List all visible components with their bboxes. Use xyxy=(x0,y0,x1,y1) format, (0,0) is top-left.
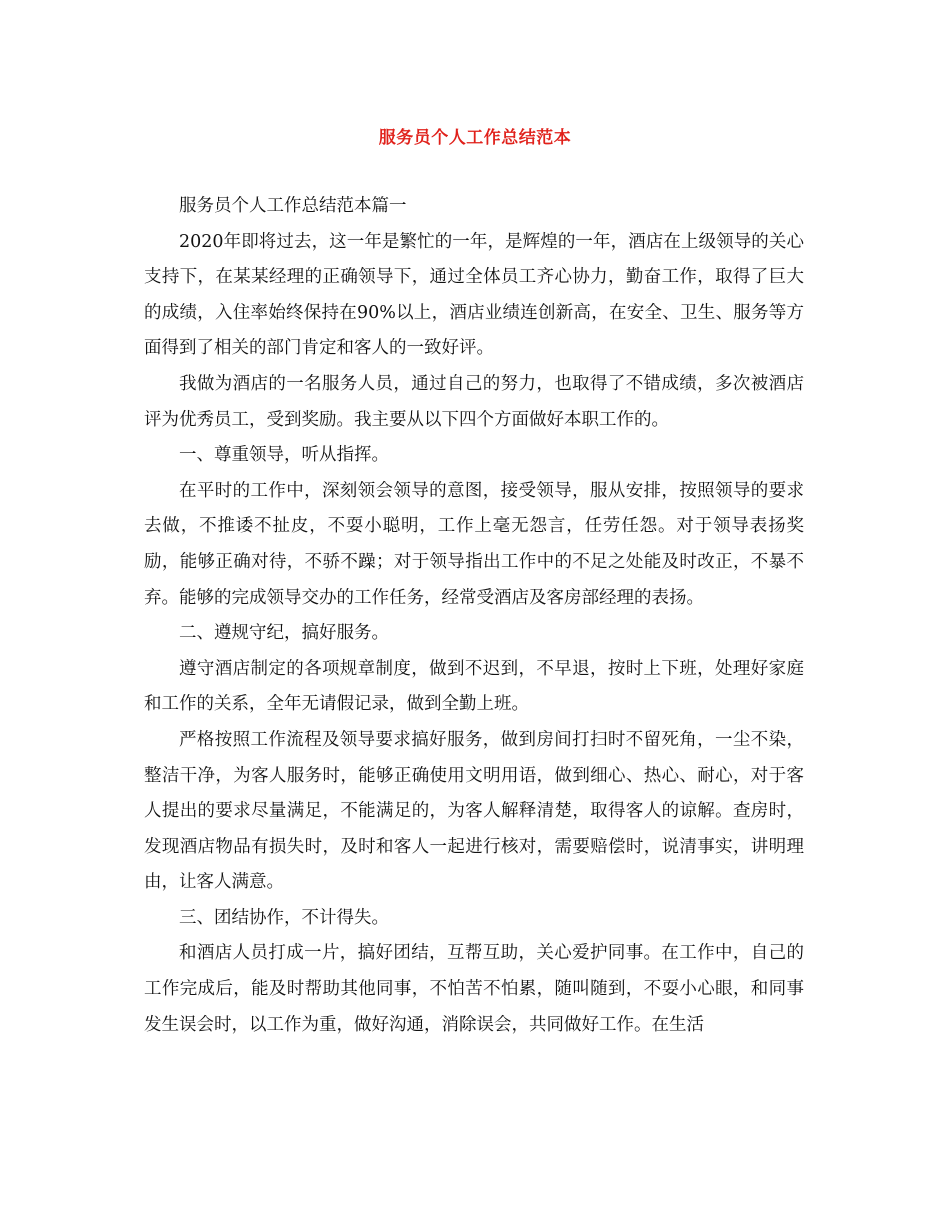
paragraph-heading: 二、遵规守纪，搞好服务。 xyxy=(179,623,389,644)
paragraph: 在平时的工作中，深刻领会领导的意图，接受领导，服从安排，按照领导的要求去做，不推诿不扯皮，不耍小聪明，工作上毫无怨言，任劳任怨。对于领导表扬奖励，能够正确对待，不骄不躁；对于领导指出工作中的不足之处能及时改正，不暴不弃。能够的完成领导交办的工作任务，经常受酒店及客房部经理的表扬。 xyxy=(144,480,804,608)
paragraph: 严格按照工作流程及领导要求搞好服务，做到房间打扫时不留死角，一尘不染，整洁干净，为客人服务时，能够正确使用文明用语，做到细心、热心、耐心，对于客人提出的要求尽量满足，不能满足的，为客人解释清楚，取得客人的谅解。查房时，发现酒店物品有损失时，及时和客人一起进行核对，需要赔偿时，说清事实，讲明理由，让客人满意。 xyxy=(144,729,804,893)
paragraph: 和酒店人员打成一片，搞好团结，互帮互助，关心爱护同事。在工作中，自己的工作完成后，能及时帮助其他同事，不怕苦不怕累，随叫随到，不耍小心眼，和同事发生误会时，以工作为重，做好沟通，消除误会，共同做好工作。在生活 xyxy=(144,943,804,1035)
document-title: 服务员个人工作总结范本 xyxy=(378,128,572,148)
paragraph: 遵守酒店制定的各项规章制度，做到不迟到，不早退，按时上下班，处理好家庭和工作的关系，全年无请假记录，做到全勤上班。 xyxy=(144,658,804,715)
paragraph: 我做为酒店的一名服务人员，通过自己的努力，也取得了不错成绩，多次被酒店评为优秀员工，受到奖励。我主要从以下四个方面做好本职工作的。 xyxy=(144,373,804,430)
paragraph-heading: 三、团结协作，不计得失。 xyxy=(179,907,389,928)
paragraph-heading: 一、尊重领导，听从指挥。 xyxy=(179,445,389,466)
paragraph: 2020年即将过去，这一年是繁忙的一年，是辉煌的一年，酒店在上级领导的关心支持下，在某某经理的正确领导下，通过全体员工齐心协力，勤奋工作，取得了巨大的成绩，入住率始终保持在90%以上，酒店业绩连创新高，在安全、卫生、服务等方面得到了相关的部门肯定和客人的一致好评。 xyxy=(144,231,804,359)
paragraph-section-heading: 服务员个人工作总结范本篇一 xyxy=(179,196,407,216)
document-body xyxy=(144,189,804,1043)
